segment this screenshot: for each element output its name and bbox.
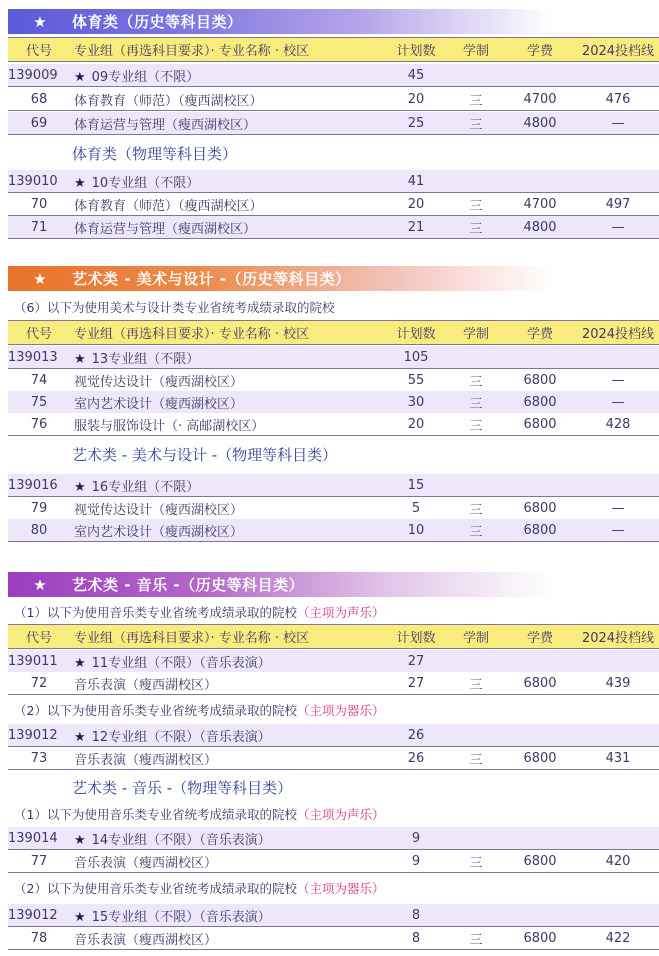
table-row: 79 视觉传达设计（瘦西湖校区） 5 三 6800 — bbox=[8, 497, 659, 520]
table-row: 80 室内艺术设计（瘦西湖校区） 10 三 6800 — bbox=[8, 519, 659, 542]
group-row: 139012 ★ 12专业组（不限）（音乐表演） 26 bbox=[8, 724, 659, 747]
table-row: 70 体育教育（师范）（瘦西湖校区） 20 三 4700 497 bbox=[8, 193, 659, 216]
col-code: 代号 bbox=[25, 44, 52, 59]
star-icon: ★ bbox=[33, 575, 47, 594]
star-icon: ★ bbox=[74, 832, 86, 848]
star-icon: ★ bbox=[74, 729, 86, 745]
table-row: 75 室内艺术设计（瘦西湖校区） 30 三 6800 — bbox=[8, 391, 659, 414]
section-title: 艺术类 - 音乐 -（历史等科目类） bbox=[72, 576, 305, 594]
section-title: 体育类（历史等科目类） bbox=[72, 13, 243, 31]
group-row: 139011 ★ 11专业组（不限）（音乐表演） 27 bbox=[8, 650, 659, 673]
table-row: 76 服装与服饰设计（· 高邮湖校区） 20 三 6800 428 bbox=[8, 413, 659, 436]
group-row: 139009 ★ 09专业组（不限） 45 bbox=[8, 64, 659, 87]
table-row: 71 体育运营与管理（瘦西湖校区） 21 三 4800 — bbox=[8, 216, 659, 239]
table-row: 78 音乐表演（瘦西湖校区） 8 三 6800 422 bbox=[8, 927, 659, 950]
group-row: 139010 ★ 10专业组（不限） 41 bbox=[8, 170, 659, 193]
section-banner-art-design-history bbox=[8, 266, 553, 291]
table-row: 74 视觉传达设计（瘦西湖校区） 55 三 6800 — bbox=[8, 369, 659, 392]
group-row: 139012 ★ 15专业组（不限）（音乐表演） 8 bbox=[8, 904, 659, 927]
section-note: （1）以下为使用音乐类专业省统考成绩录取的院校（主项为声乐） bbox=[14, 605, 385, 620]
table-header bbox=[8, 37, 659, 62]
section-note: （1）以下为使用音乐类专业省统考成绩录取的院校（主项为声乐） bbox=[14, 807, 385, 822]
section-title: 艺术类 - 美术与设计 -（历史等科目类） bbox=[72, 270, 351, 288]
star-icon: ★ bbox=[33, 269, 47, 288]
star-icon: ★ bbox=[74, 909, 86, 925]
col-fee: 学费 bbox=[526, 44, 553, 59]
group-row: 139014 ★ 14专业组（不限）（音乐表演） 9 bbox=[8, 827, 659, 850]
table-row: 72 音乐表演（瘦西湖校区） 27 三 6800 439 bbox=[8, 672, 659, 695]
table-row: 73 音乐表演（瘦西湖校区） 26 三 6800 431 bbox=[8, 747, 659, 770]
star-icon: ★ bbox=[74, 479, 86, 495]
section-note: （6）以下为使用美术与设计类专业省统考成绩录取的院校 bbox=[14, 300, 335, 315]
subsection-title: 艺术类 - 音乐 -（物理等科目类） bbox=[72, 779, 293, 797]
col-plan: 计划数 bbox=[396, 44, 436, 59]
star-icon: ★ bbox=[74, 175, 86, 191]
col-score: 2024投档线 bbox=[581, 44, 655, 59]
col-name: 专业组（再选科目要求）· 专业名称 · 校区 bbox=[74, 44, 310, 59]
star-icon: ★ bbox=[74, 655, 86, 671]
group-row: 139016 ★ 16专业组（不限） 15 bbox=[8, 474, 659, 497]
table-header: 代号 专业组（再选科目要求）· 专业名称 · 校区 计划数 学制 学费 2024投档线 bbox=[8, 624, 659, 649]
section-note: （2）以下为使用音乐类专业省统考成绩录取的院校（主项为器乐） bbox=[14, 703, 385, 718]
section-banner-music-history bbox=[8, 572, 553, 597]
col-system: 学制 bbox=[462, 44, 489, 59]
star-icon: ★ bbox=[74, 351, 86, 367]
subsection-title: 体育类（物理等科目类） bbox=[72, 145, 238, 163]
star-icon: ★ bbox=[33, 12, 47, 31]
star-icon: ★ bbox=[74, 69, 86, 85]
group-row: 139013 ★ 13专业组（不限） 105 bbox=[8, 346, 659, 369]
table-row: 77 音乐表演（瘦西湖校区） 9 三 6800 420 bbox=[8, 850, 659, 873]
section-banner-sports-history bbox=[8, 9, 553, 34]
section-note: （2）以下为使用音乐类专业省统考成绩录取的院校（主项为器乐） bbox=[14, 881, 385, 896]
subsection-title: 艺术类 - 美术与设计 -（物理等科目类） bbox=[72, 446, 338, 464]
table-row: 68 体育教育（师范）（瘦西湖校区） 20 三 4700 476 bbox=[8, 88, 659, 111]
table-header: 代号 专业组（再选科目要求）· 专业名称 · 校区 计划数 学制 学费 2024投档线 bbox=[8, 320, 659, 345]
table-row: 69 体育运营与管理（瘦西湖校区） 25 三 4800 — bbox=[8, 112, 659, 135]
